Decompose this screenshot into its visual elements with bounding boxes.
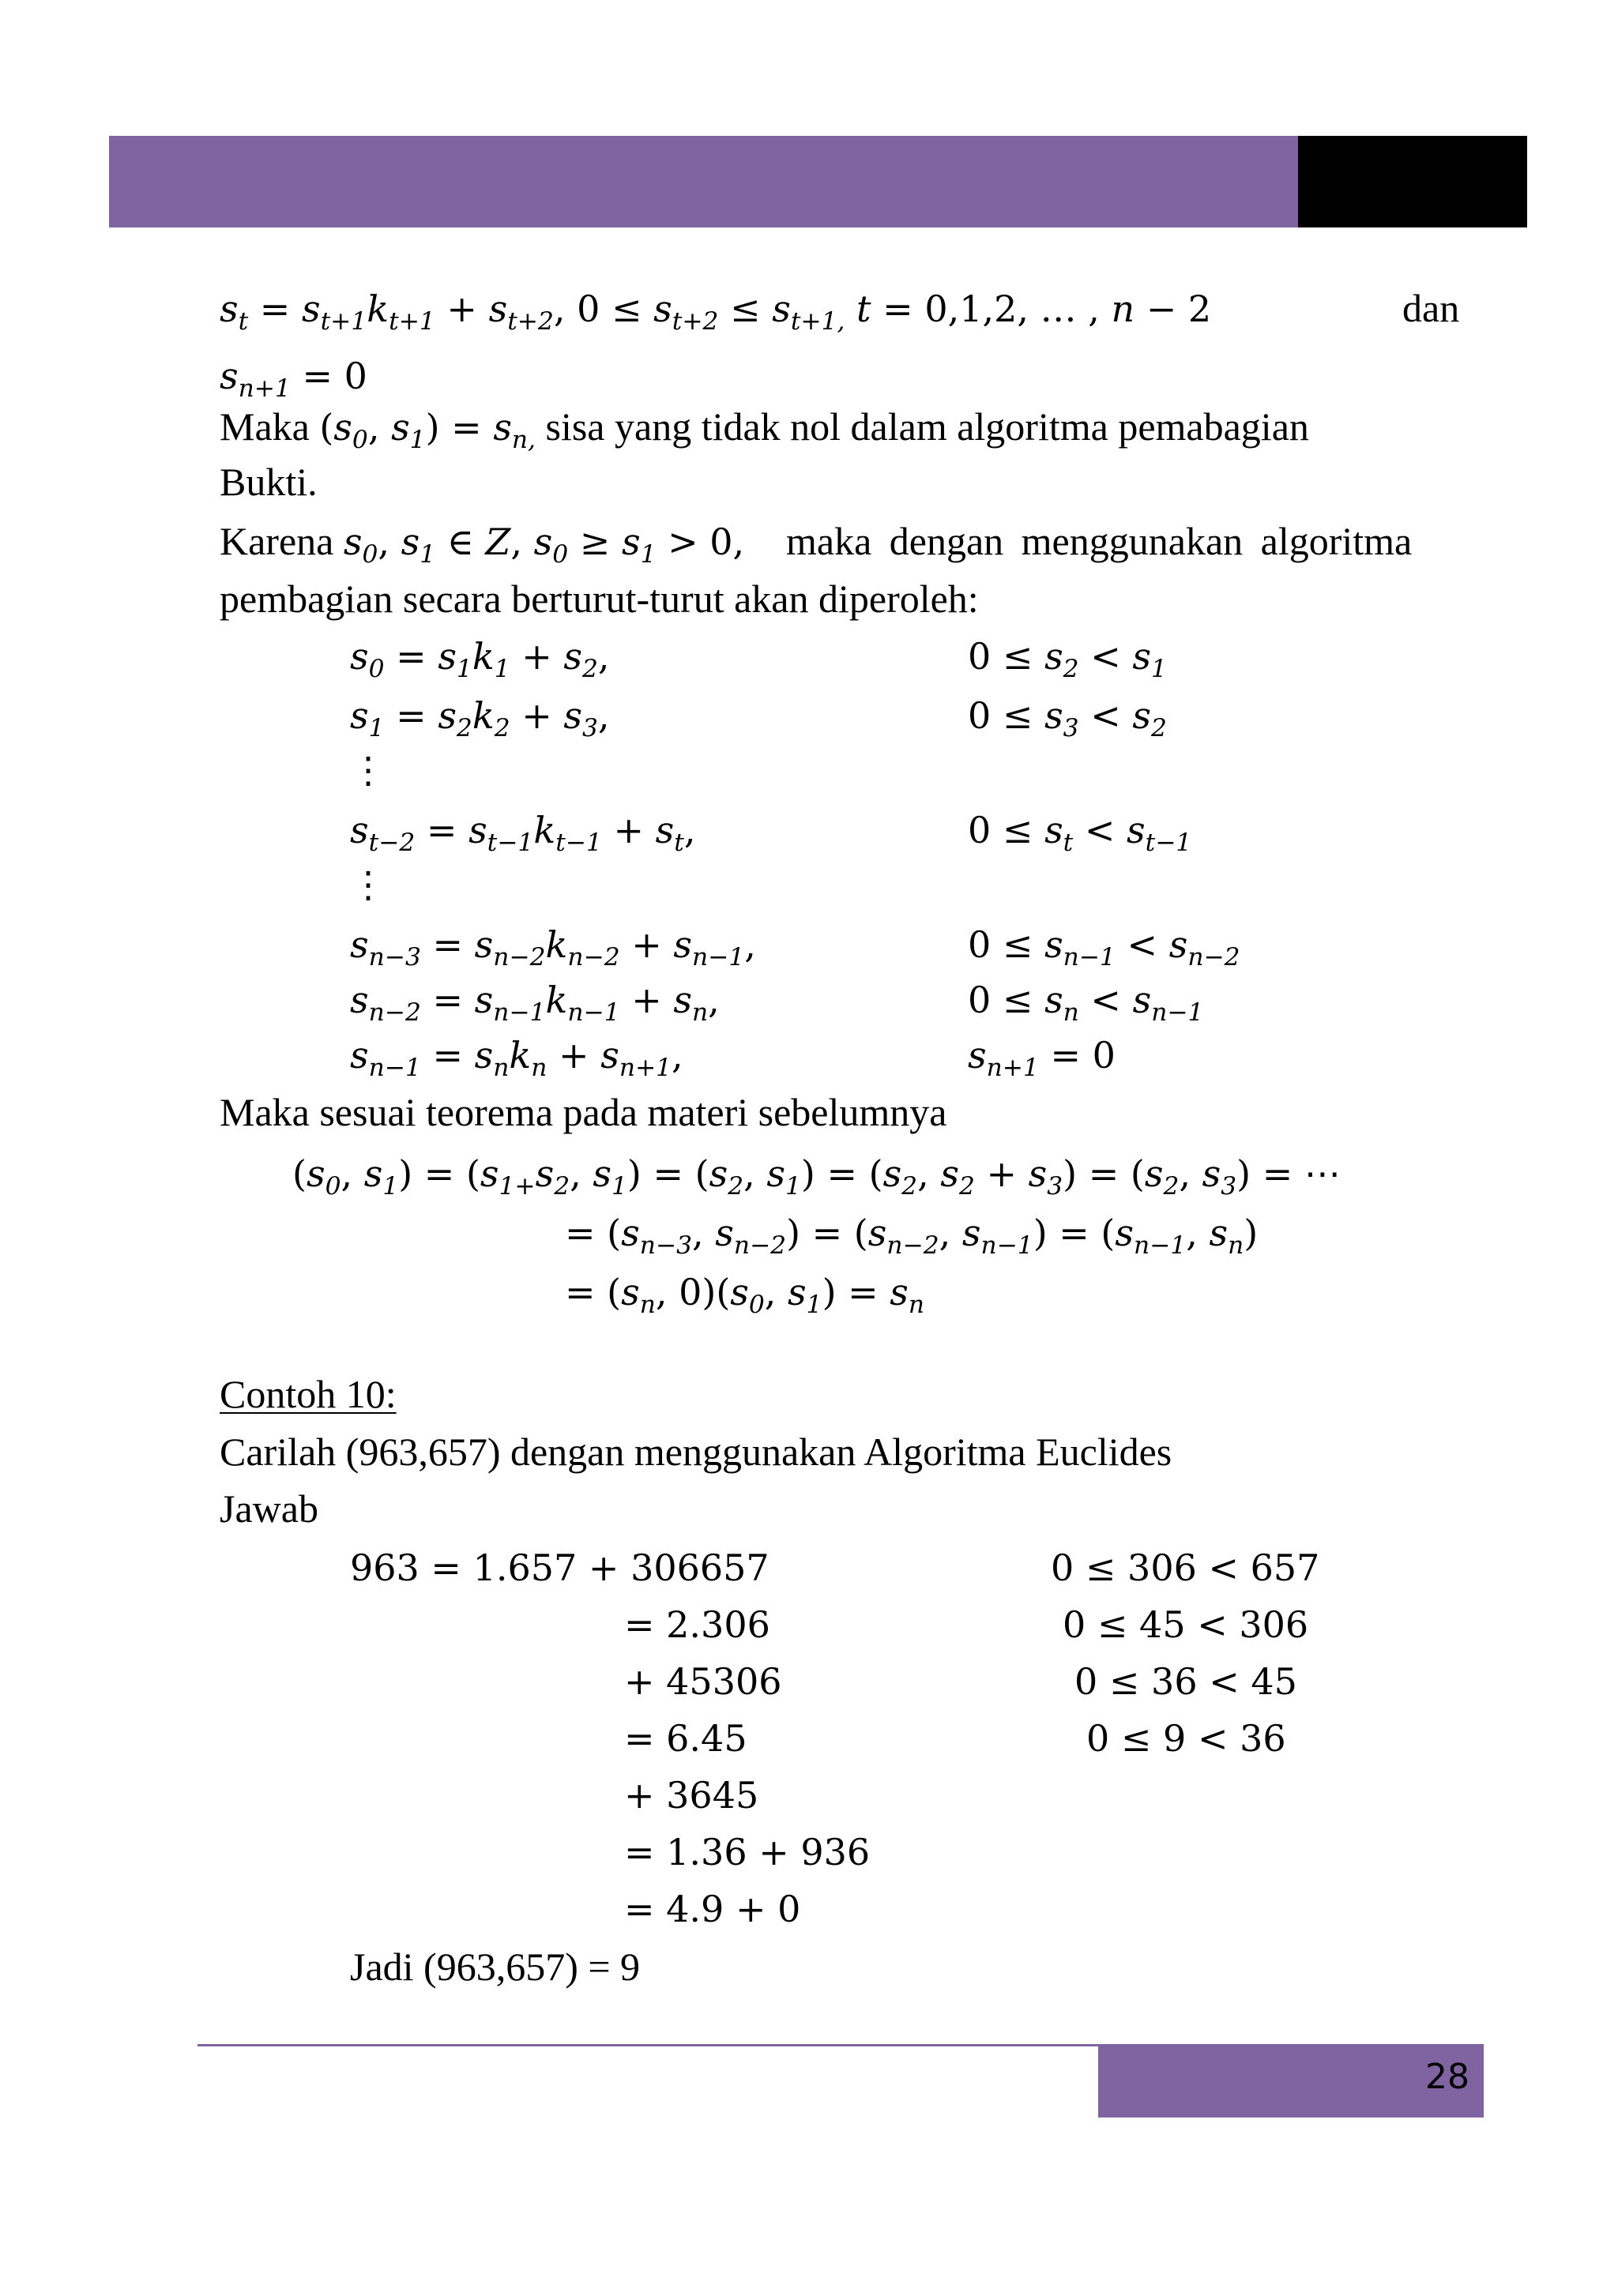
eq-sn3: $s_{n-3} = s_{n-2}k_{n-2} + s_{n-1}$, bbox=[350, 923, 756, 971]
step-7: = 4.9 + 0 bbox=[624, 1888, 801, 1930]
example-heading: Contoh 10: bbox=[220, 1372, 397, 1416]
eq-s0: $s_0 = s_1k_1 + s_2$, bbox=[350, 635, 610, 683]
karena-line-2: pembagian secara berturut-turut akan diperoleh: bbox=[220, 577, 979, 621]
page-number: 28 bbox=[1425, 2057, 1469, 2097]
cond-sn3: $0 \le s_{n-1} < s_{n-2}$ bbox=[968, 923, 1240, 971]
gcd-chain-1: ($s_0$, $s_1) = (s_{1+}s_2$, $s_1) = (s_2$, $s_1) = (s_2$, $s_2 + s_3) = (s_2$, $s_3$) = ⋯ bbox=[292, 1152, 1341, 1201]
step-6: = 1.36 + 936 bbox=[624, 1831, 871, 1873]
dan-text: dan bbox=[1402, 286, 1460, 330]
gcd-chain-2: = ($s_{n-3}$, $s_{n-2}) = (s_{n-2}$, $s_{n-1}) = (s_{n-1}$, $s_n$) bbox=[565, 1212, 1259, 1260]
karena-line: Karena $s_0$, $s_1$ ∈ Z, $s_0 \ge s_1 > 0$, bbox=[220, 519, 745, 569]
eq-st: $s_{t-2} = s_{t-1}k_{t-1} + s_t$, bbox=[350, 809, 696, 857]
example-question: Carilah (963,657) dengan menggunakan Algoritma Euclides bbox=[220, 1430, 1172, 1474]
cond-sn2: $0 \le s_n < s_{n-1}$ bbox=[968, 979, 1204, 1027]
step-4: = 6.45 bbox=[624, 1717, 747, 1760]
condition-2: 0 ≤ 45 < 306 bbox=[1063, 1603, 1309, 1646]
jawab-label: Jawab bbox=[220, 1486, 318, 1531]
step-1: 963 = 1.657 + 306657 bbox=[350, 1546, 769, 1589]
cond-st: $0 \le s_t < s_{t-1}$ bbox=[968, 809, 1192, 857]
recurrence-line: $s_t = s_{t+1}k_{t+1} + s_{t+2}$, $0 \le s_{t+2} \le s_{t+1,}$ t = 0,1,2, … , n − 2 bbox=[220, 287, 1212, 336]
eq-sn1: $s_{n-1} = s_nk_n + s_{n+1}$, bbox=[350, 1034, 683, 1082]
condition-3: 0 ≤ 36 < 45 bbox=[1074, 1660, 1297, 1703]
condition-4: 0 ≤ 9 < 36 bbox=[1086, 1717, 1286, 1760]
maka-word: Maka bbox=[220, 404, 310, 449]
eq-sn2: $s_{n-2} = s_{n-1}k_{n-1} + s_n$, bbox=[350, 979, 720, 1027]
header-black-block bbox=[1298, 136, 1527, 227]
cond-sn1: $s_{n+1} = 0$ bbox=[968, 1034, 1116, 1082]
eq-s1: $s_1 = s_2k_2 + s_3$, bbox=[350, 694, 610, 742]
condition-1: 0 ≤ 306 < 657 bbox=[1051, 1546, 1320, 1589]
maka-sesuai: Maka sesuai teorema pada materi sebelumnya bbox=[220, 1090, 947, 1134]
bukti-label: Bukti. bbox=[220, 460, 318, 504]
maka-text: sisa yang tidak nol dalam algoritma pemabagian bbox=[545, 404, 1309, 449]
header-band bbox=[109, 136, 1298, 227]
step-2: = 2.306 bbox=[624, 1603, 770, 1646]
karena-text: maka dengan menggunakan algoritma bbox=[786, 519, 1413, 563]
cond-s0: $0 \le s_2 < s_1$ bbox=[968, 635, 1167, 683]
step-3: + 45306 bbox=[624, 1660, 782, 1703]
final-condition: $s_{n+1} = 0$ bbox=[220, 355, 367, 403]
vdots-1: ⋮ bbox=[350, 749, 386, 791]
step-5: + 3645 bbox=[624, 1774, 759, 1817]
gcd-chain-3: = ($s_n$, $0)(s_0$, $s_1) = s_n$ bbox=[565, 1271, 925, 1319]
vdots-2: ⋮ bbox=[350, 863, 386, 906]
maka-line: Maka ($s_0$, $s_1) = s_{n,}$ sisa yang tidak nol dalam algoritma pemabagian bbox=[220, 404, 1309, 454]
cond-s1: $0 \le s_3 < s_2$ bbox=[968, 694, 1167, 742]
karena-word: Karena bbox=[220, 519, 334, 563]
footer-rule bbox=[198, 2044, 1098, 2046]
conclusion: Jadi (963,657) = 9 bbox=[350, 1945, 641, 1989]
